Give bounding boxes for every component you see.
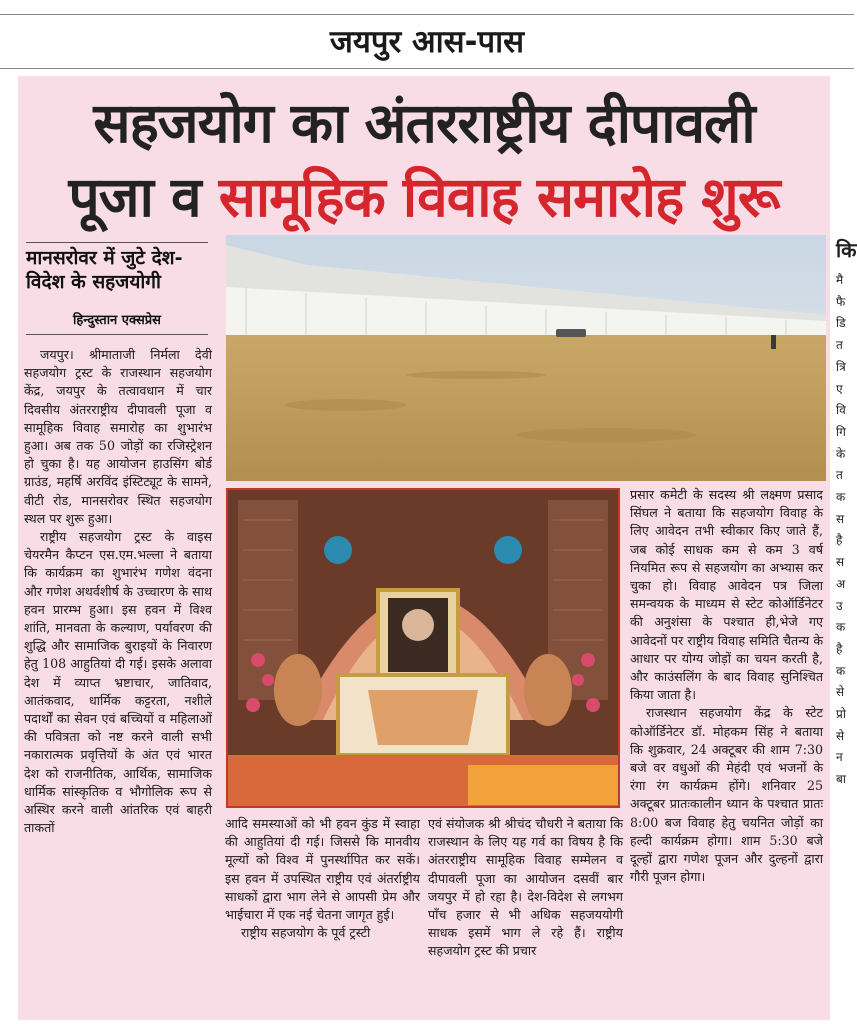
article-column-4: [630, 486, 823, 1016]
headline-line-2-plain: पूजा व: [68, 165, 201, 229]
clipped-char: त: [836, 468, 843, 483]
subheadline: मानसरोवर में जुटे देश-विदेश के सहजयोगी: [26, 247, 183, 293]
clipped-char: से: [836, 685, 845, 700]
clipped-char: त्रि: [836, 359, 846, 374]
adjacent-article-clipped: [836, 230, 857, 870]
headline-line-2-highlight: सामूहिक विवाह समारोह शुरू: [218, 165, 780, 229]
paragraph: प्रसार कमेटी के सदस्य श्री लक्ष्मण प्रसाद सिंघल ने बताया कि सहजयोग विवाह के लिए आवेदन तभी स्वीकार किए जाते हैं, जब कोई साधक कम से कम 3 वर्ष नियमित रूप से सहजयोग का अभ्यास कर चुका हो। विवाह आवेदन पत्र जिला समन्वयक के माध्यम से स्टेट कोऑर्डिनेटर की अनुशंसा के पश्चात ही,भेजे गए आवेदनों पर राष्ट्रीय विवाह समिति चैतन्य के आधार पर योग्य जोड़ों का चयन करती है, और काउंसलिंग के बाद विवाह सुनिश्चित किया जाता है।: [630, 487, 823, 703]
subhead-rule: [26, 334, 208, 335]
clipped-char: अ: [836, 576, 846, 591]
byline: हिन्दुस्तान एक्सप्रेस: [73, 313, 161, 328]
clipped-char: प्रो: [836, 707, 846, 722]
clipped-char: क: [836, 620, 846, 635]
tent-photo-illustration: [226, 235, 826, 481]
clipped-char: न: [836, 750, 843, 765]
article-column-1: [24, 346, 212, 1016]
stage-photo-illustration: [228, 490, 618, 806]
section-title: जयपुर आस-पास: [329, 24, 525, 60]
clipped-char: वि: [836, 403, 846, 418]
section-header: [0, 0, 854, 70]
decorated-stage-photo: [226, 488, 620, 808]
article-column-3: [428, 815, 623, 1015]
clipped-char: स: [836, 555, 845, 570]
clipped-char: डि: [836, 316, 846, 331]
subhead-top-rule: [26, 242, 208, 243]
paragraph: एवं संयोजक श्री श्रीचंद चौधरी ने बताया कि राजस्थान के लिए यह गर्व का विषय है कि अंतरराष्ट्रीय सामूहिक विवाह सम्मेलन व दीपावली पूजा का आयोजन दसवीं बार जयपुर में हो रहा है। देश-विदेश से लगभग पाँच हजार से भी अधिक सहजययोगी साधक इसमें भाग ले रहे हैं। राष्ट्रीय सहजयोग ट्रस्ट की प्रचार: [428, 816, 623, 959]
clipped-char: से: [836, 728, 845, 743]
clipped-char: बा: [836, 772, 846, 787]
clipped-char: कि: [836, 238, 857, 262]
paragraph: राष्ट्रीय सहजयोग के पूर्व ट्रस्टी: [241, 925, 371, 941]
article-column-2: [225, 815, 420, 1015]
clipped-char: फै: [836, 294, 846, 309]
clipped-char: त: [836, 338, 843, 353]
clipped-char: क: [836, 663, 846, 678]
clipped-char: गि: [836, 424, 846, 439]
clipped-char: के: [836, 446, 846, 461]
headline-line-1: सहजयोग का अंतरराष्ट्रीय दीपावली: [93, 91, 755, 155]
paragraph: राष्ट्रीय सहजयोग ट्रस्ट के वाइस चेयरमैन कैप्टन एस.एम.भल्ला ने बताया कि कार्यक्रम का शुभारंभ गणेश वंदना और गणेश अथर्वशीर्ष के उच्चारण के साथ हवन प्रारम्भ हुआ। इस हवन में विश्व शांति, मानवता के कल्याण, पर्यावरण की शुद्धि और सामाजिक बुराइयों के निवारण हेतु 108 आहुतियां दी गई। इसके अलावा देश में व्याप्त भ्रष्टाचार, जातिवाद, आतंकवाद, धार्मिक कट्टरता, नशीले पदार्थों का सेवन एवं बच्चियों व महिलाओं की पवित्रता को नष्ट करने वाली सभी नकारात्मक प्रवृत्तियों के अंत एवं भारत देश को राजनीतिक, आर्थिक, सामाजिक धार्मिक सांस्कृतिक व भौगोलिक रूप से अस्थिर करने वाली आंतरिक एवं बाहरी ताकतों: [24, 529, 212, 836]
tent-ground-photo: [226, 235, 826, 481]
headline-line-2: [18, 158, 830, 233]
paragraph: आदि समस्याओं को भी हवन कुंड में स्वाहा की आहुतियां दी गई। जिससे कि मानवीय मूल्यों को विश्व में पुनर्स्थापित कर सकें। इस हवन में उपस्थित राष्ट्रीय एवं अंतर्राष्ट्रीय साधकों द्वारा भाग लेने से आपसी प्रेम और भाईचारा में एक नई चेतना जागृत हुई।: [225, 816, 420, 923]
clipped-char: है: [836, 533, 843, 548]
paragraph: जयपुर। श्रीमाताजी निर्मला देवी सहजयोग ट्रस्ट के राजस्थान सहजयोग केंद्र, जयपुर के तत्वावधान में चार दिवसीय अंतरराष्ट्रीय दीपावली पूजा व सामूहिक विवाह समारोह का शुभारंभ हुआ। अब तक 50 जोड़ों का रजिस्ट्रेशन हो चुका है। यह आयोजन हाउसिंग बोर्ड ग्राउंड, महर्षि अरविंद इंस्टिट्यूट के सामने, वीटी रोड, मानसरोवर स्थित सहजयोग स्थल पर शुरू हुआ।: [24, 347, 212, 526]
clipped-char: है: [836, 641, 843, 656]
clipped-char: क: [836, 490, 846, 505]
clipped-char: स: [836, 511, 845, 526]
paragraph: राजस्थान सहजयोग केंद्र के स्टेट कोऑर्डिनेटर डॉ. मोहकम सिंह ने बताया कि शुक्रवार, 24 अक्टूबर की शाम 7:30 बजे वर वधुओं की मेहंदी एवं भजनों के रंगा रंग कार्यक्रम होंगे। शनिवार 25 अक्टूबर प्रातःकालीन ध्यान के पश्चात प्रातः 8:00 बज विवाह हेतु चयनित जोड़ों का हल्दी कार्यक्रम होगा। शाम 5:30 बजे दूल्हों द्वारा गणेश पूजन और दुल्हनों द्वारा गौरी पूजन होगा।: [630, 705, 823, 885]
bottom-rule: [0, 68, 854, 69]
clipped-char: ए: [836, 381, 843, 396]
clipped-char: उ: [836, 598, 843, 613]
clipped-char: मै: [836, 273, 844, 287]
top-rule: [0, 14, 854, 15]
